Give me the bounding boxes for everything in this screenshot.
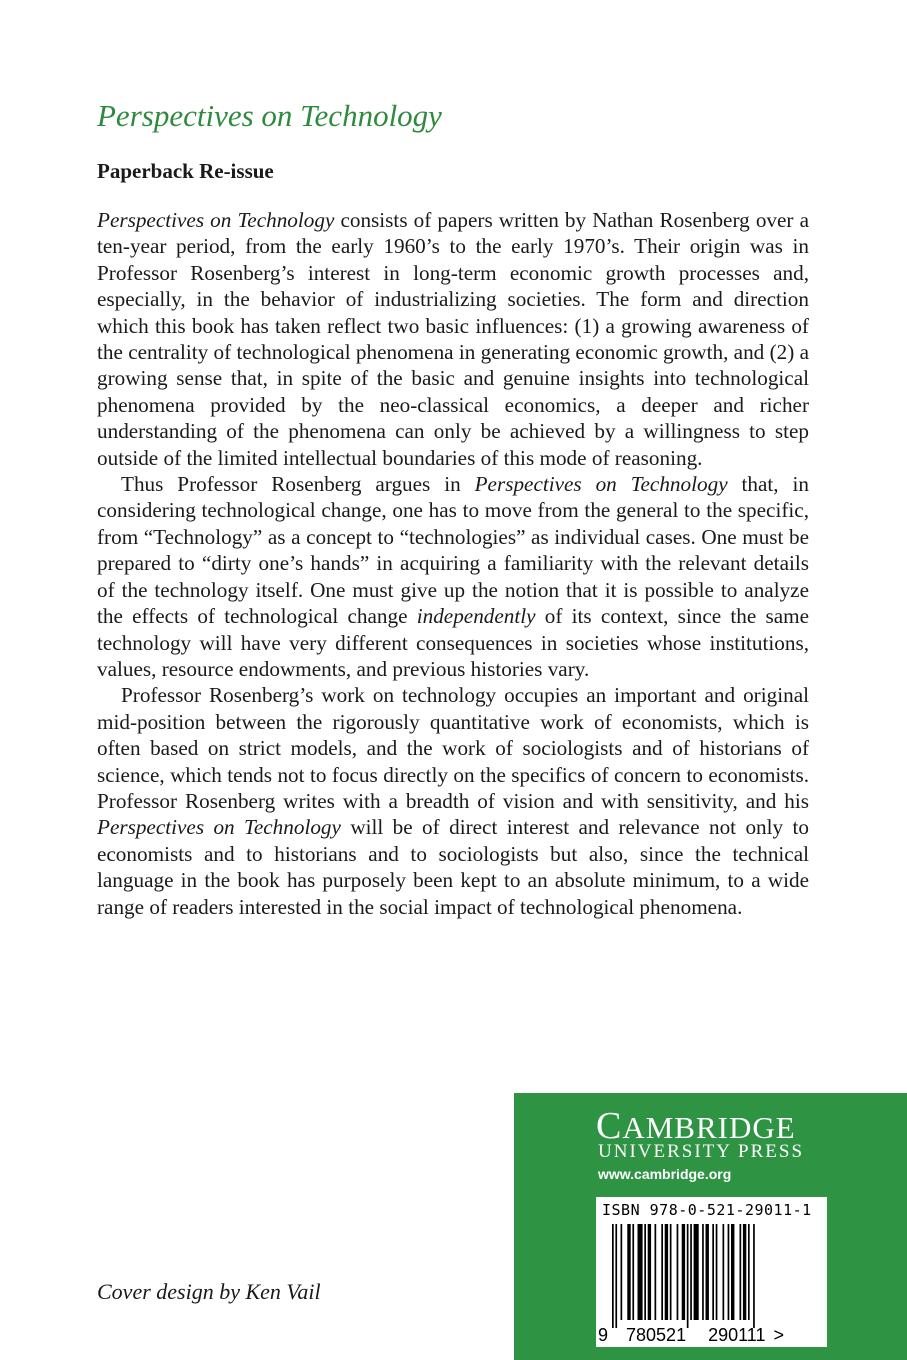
barcode-stripe — [690, 1224, 692, 1320]
publisher-name-initial: C — [596, 1105, 623, 1147]
barcode-digit-group: 9 — [598, 1325, 609, 1345]
cover-credit: Cover design by Ken Vail — [97, 1279, 321, 1304]
barcode-stripe — [740, 1224, 742, 1320]
blurb-paragraph-2 — [97, 471, 809, 682]
blurb-paragraph-1 — [97, 207, 809, 471]
blurb-emphasis: independently — [416, 604, 536, 629]
barcode-stripe — [716, 1224, 718, 1320]
barcode-stripe — [682, 1224, 685, 1320]
edition-subtitle: Paperback Re-issue — [97, 159, 274, 183]
barcode-stripe — [706, 1224, 709, 1320]
blurb-text-3a: Professor Rosenberg’s work on technology occupies an important and original mid-position between the rigorously quantitative work of economists, which is often based on strict models, and the work of sociologists and of historians of science, which tends not to focus directly on the specifics of concern to economists. Professor Rosenberg writes with a breadth of vision and with sensitivity, and his — [97, 683, 809, 813]
barcode-stripe — [677, 1224, 679, 1320]
barcode-digit-group: 290111 — [708, 1325, 766, 1345]
blurb-text-1: consists of papers written by Nathan Rosenberg over a ten-year period, from the early 1960’s to the early 1970’s. Their origin was in Professor Rosenberg’s interest in long-term economic growth processes and, especially, in the behavior of industrializing societies. The form and direction which this book has taken reflect two basic influences: (1) a growing awareness of the centrality of technological phenomena in generating economic growth, and (2) a growing sense that, in spite of the basic and genuine insights into technological phenomena provided by the neo-classical economics, a deeper and richer understanding of the phenomena can only be achieved by a willingness to step outside of the limited intellectual boundaries of this mode of reasoning. — [97, 208, 809, 470]
barcode-stripe — [687, 1224, 689, 1328]
barcode-stripe — [670, 1224, 672, 1320]
barcode-stripe — [648, 1224, 651, 1320]
publisher-subname: UNIVERSITY PRESS — [598, 1141, 805, 1162]
blurb-text-2a: Thus Professor Rosenberg argues in — [121, 472, 475, 497]
barcode-stripe — [702, 1224, 704, 1320]
barcode-stripe — [723, 1224, 725, 1320]
barcode-stripe — [627, 1224, 630, 1320]
publisher-url: www.cambridge.org — [598, 1166, 732, 1182]
barcode-stripe — [655, 1224, 657, 1320]
barcode-stripe — [748, 1224, 750, 1320]
book-title: Perspectives on Technology — [97, 98, 442, 133]
barcode-box — [596, 1197, 827, 1347]
barcode-icon — [612, 1224, 808, 1328]
barcode-stripe — [638, 1224, 643, 1320]
blurb-text-2b: that, in considering technological change, one has to move from the general to the specific, from “Technology” as a concept to “technologies” as individual cases. One must be prepared to “dirty one’s hands” in acquiring a familiarity with the relevant details of the technology itself. One must give up the notion that it is possible to analyze the effects of technological change — [97, 472, 809, 629]
barcode-stripe — [661, 1224, 663, 1320]
publisher-name-rest: AMBRIDGE — [622, 1110, 796, 1145]
barcode-stripe — [665, 1224, 668, 1320]
blurb-book-title-3: Perspectives on Technology — [97, 815, 341, 840]
barcode-stripe — [615, 1224, 617, 1328]
isbn-label: ISBN 978-0-521-29011-1 — [602, 1201, 812, 1219]
barcode-stripe — [694, 1224, 699, 1320]
book-blurb — [97, 207, 809, 920]
blurb-text-3b: will be of direct interest and relevance not only to economists and to historians and to sociologists but also, since the technical language in the book has purposely been kept to an absolute minimum, to a wide range of readers interested in the social impact of technological phenomena. — [97, 815, 809, 919]
barcode-stripe — [632, 1224, 634, 1320]
barcode-stripe — [731, 1224, 734, 1320]
blurb-paragraph-3 — [97, 682, 809, 920]
barcode-digit-group: > — [773, 1325, 785, 1345]
barcode-stripe — [621, 1224, 623, 1320]
barcode-stripe — [743, 1224, 746, 1320]
barcode-digits — [598, 1325, 825, 1346]
barcode-stripe — [712, 1224, 714, 1320]
barcode-stripe — [612, 1224, 614, 1328]
blurb-book-title-2: Perspectives on Technology — [474, 472, 728, 497]
barcode-stripe — [753, 1224, 755, 1328]
blurb-book-title-1: Perspectives on Technology — [97, 208, 335, 232]
barcode-digit-group: 780521 — [626, 1325, 687, 1345]
barcode-stripe — [644, 1224, 646, 1320]
barcode-stripe — [728, 1224, 730, 1320]
blurb-text-2c: of its context, since the same technology will have very different consequences in societies whose institutions, values, resource endowments, and previous histories vary. — [97, 604, 810, 681]
publisher-panel — [514, 1093, 907, 1360]
